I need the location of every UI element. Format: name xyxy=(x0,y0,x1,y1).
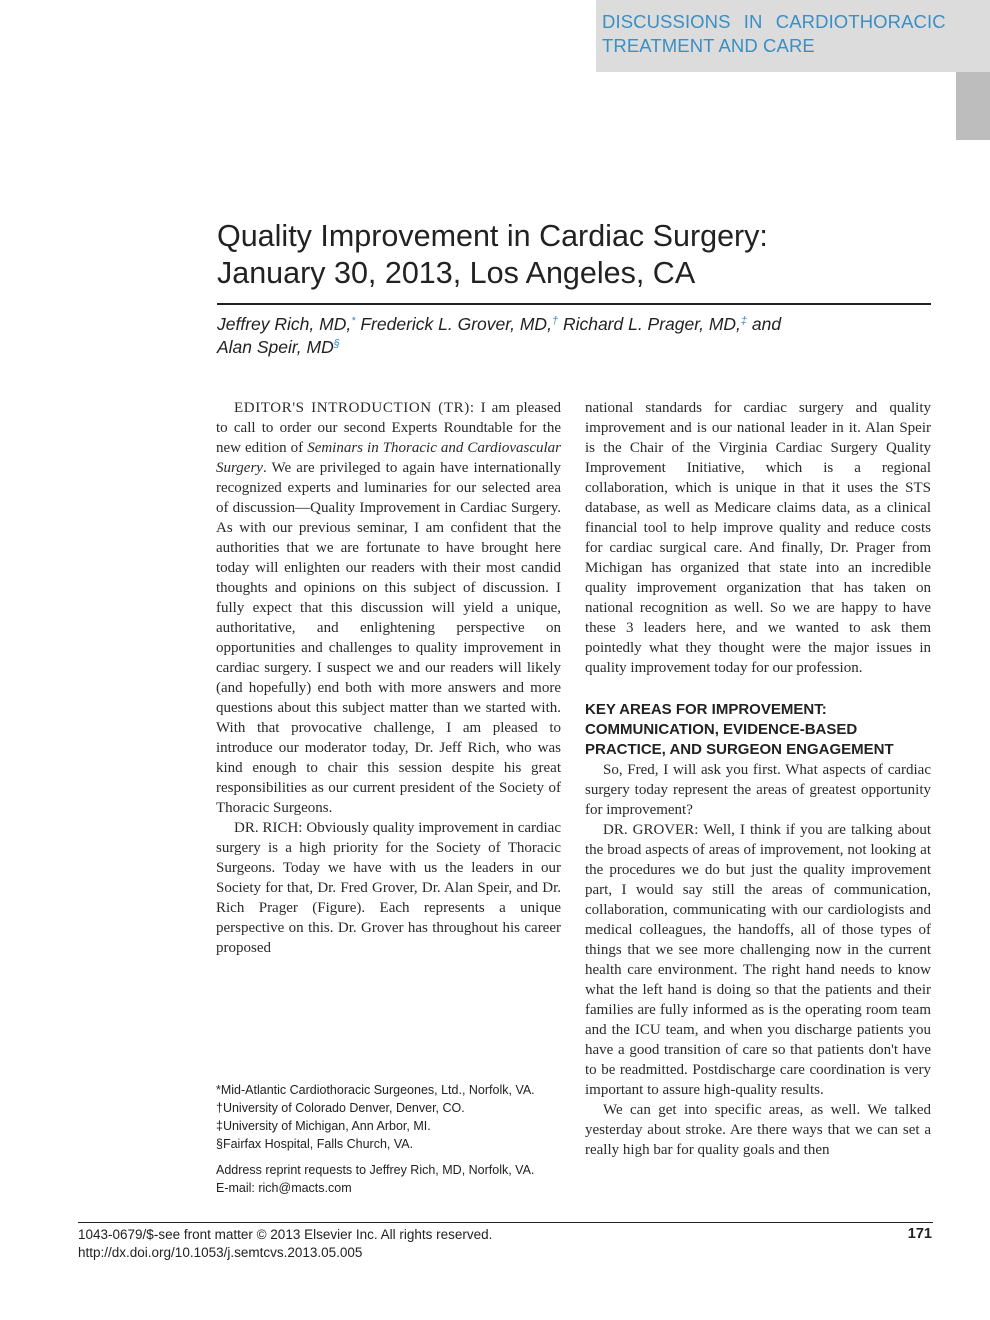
editor-introduction-paragraph xyxy=(216,398,561,818)
title-divider xyxy=(217,303,931,305)
authors-conjunction: and xyxy=(751,314,782,334)
author-affiliation-mark[interactable]: † xyxy=(551,315,559,327)
footer-publication-info xyxy=(78,1226,492,1262)
section-heading: KEY AREAS FOR IMPROVEMENT: COMMUNICATION, EVIDENCE-BASED PRACTICE, AND SURGEON ENGAGEMENT xyxy=(585,701,894,758)
author-name: Alan Speir, MD xyxy=(217,337,334,357)
author-list xyxy=(217,313,933,359)
rich-opening-paragraph: DR. RICH: Obviously quality improvement in cardiac surgery is a high priority for the Society of Thoracic Surgeons. Today we have with us the leaders in our Society for that, Dr. Fred Grover, Dr. Alan Speir, and Dr. Rich Prager (Figure). Each represents a unique perspective on this. Dr. Grover has throughout his career proposed xyxy=(216,820,561,956)
grover-followup-paragraph: We can get into specific areas, as well. We talked yesterday about stroke. Are there ways that we can set a really high bar for quality goals and then xyxy=(585,1102,931,1158)
article-title xyxy=(217,218,933,292)
author-affiliation-mark[interactable]: § xyxy=(333,338,340,350)
footnote-spacer xyxy=(216,1153,564,1161)
paragraph-text: I am pleased to call to order our second Experts Roundtable for the new edition of xyxy=(216,400,561,456)
affiliation-footnote: §Fairfax Hospital, Falls Church, VA. xyxy=(216,1137,414,1151)
article-title-line-2: January 30, 2013, Los Angeles, CA xyxy=(217,256,696,290)
journal-section-banner xyxy=(596,0,990,72)
affiliation-footnote: ‡University of Michigan, Ann Arbor, MI. xyxy=(216,1119,431,1133)
contact-email[interactable]: E-mail: rich@macts.com xyxy=(216,1181,352,1195)
article-title-line-1: Quality Improvement in Cardiac Surgery: xyxy=(217,219,768,253)
author-name: Frederick L. Grover, MD, xyxy=(360,314,552,334)
journal-section-line-1: DISCUSSIONS IN CARDIOTHORACIC xyxy=(602,11,946,32)
author-affiliation-mark[interactable]: * xyxy=(351,315,356,327)
doi-link[interactable]: http://dx.doi.org/10.1053/j.semtcvs.2013.05.005 xyxy=(78,1245,363,1260)
journal-title-italic: Seminars in Thoracic and Cardiovascular Surgery xyxy=(216,440,561,476)
author-name: Richard L. Prager, MD, xyxy=(562,314,741,334)
reprint-request-note: Address reprint requests to Jeffrey Rich, MD, Norfolk, VA. xyxy=(216,1163,535,1177)
affiliation-footnote: †University of Colorado Denver, Denver, CO. xyxy=(216,1101,465,1115)
page-number: 171 xyxy=(907,1226,932,1242)
copyright-line: 1043-0679/$-see front matter © 2013 Elsevier Inc. All rights reserved. xyxy=(78,1227,493,1242)
paragraph-text: . We are privileged to again have internationally recognized experts and luminaries for our selected area of discussion—Quality Improvement in Cardiac Surgery. As with our previous seminar, I am confident that the authorities that we are fortunate to have brought here today will enlighten our readers with their most candid thoughts and opinions on this subject of discussion. I fully expect that this discussion will yield a unique, authoritative, and enlightening perspective on opportunities and challenges to quality improvement in cardiac surgery. I suspect we and our readers will likely (and hopefully) end both with more answers and more questions about this subject matter than we started with. With that provocative challenge, I am pleased to introduce our moderator today, Dr. Jeff Rich, who was kind enough to chair this session despite his great responsibilities as our current president of the Society of Thoracic Surgeons. xyxy=(216,460,561,816)
author-name: Jeffrey Rich, MD, xyxy=(217,314,352,334)
body-column-right xyxy=(585,398,931,1160)
continued-paragraph: national standards for cardiac surgery and quality improvement and is our national leader in it. Alan Speir is the Chair of the Virginia Cardiac Surgery Quality Improvement Initiative, which is a regional collaboration, which is unique in that it uses the STS database, as well as Medicare claims data, as a clinical financial tool to help improve quality and reduce costs for cardiac surgical care. And finally, Dr. Prager from Michigan has organized that state into an incredible quality improvement organization that has taken on national recognition as well. So we are happy to have these 3 leaders here, and we wanted to ask them pointedly what they thought were the major issues in quality improvement today for our profession. xyxy=(585,400,931,676)
footer-divider xyxy=(78,1222,933,1223)
question-paragraph: So, Fred, I will ask you first. What aspects of cardiac surgery today represent the areas of greatest opportunity for improvement? xyxy=(585,762,931,818)
editor-introduction-label: EDITOR'S INTRODUCTION (TR): xyxy=(234,400,475,416)
journal-section-line-2: TREATMENT AND CARE xyxy=(602,35,815,56)
affiliation-footnote: *Mid-Atlantic Cardiothoracic Surgeones, Ltd., Norfolk, VA. xyxy=(216,1083,535,1097)
grover-answer-paragraph: DR. GROVER: Well, I think if you are talking about the broad aspects of areas of improvement, not looking at the procedures we do but just the quality improvement part, I would say still the areas of communication, collaboration, communicating with our cardiologists and medical colleagues, the handoffs, all of those types of things that we see more challenging now in the current health care environment. The right hand needs to know what the left hand is doing so that the patients and their families are fully informed as is the operating room team and the ICU team, and when you discharge patients you have a good transition of care so that patients don't have to be readmitted. Postdischarge care coordination is very important to assure high-quality results. xyxy=(585,822,931,1098)
affiliation-footnotes xyxy=(216,1081,564,1197)
body-column-left xyxy=(216,398,561,958)
author-affiliation-mark[interactable]: ‡ xyxy=(740,315,748,327)
page-edge-tab xyxy=(956,72,990,140)
